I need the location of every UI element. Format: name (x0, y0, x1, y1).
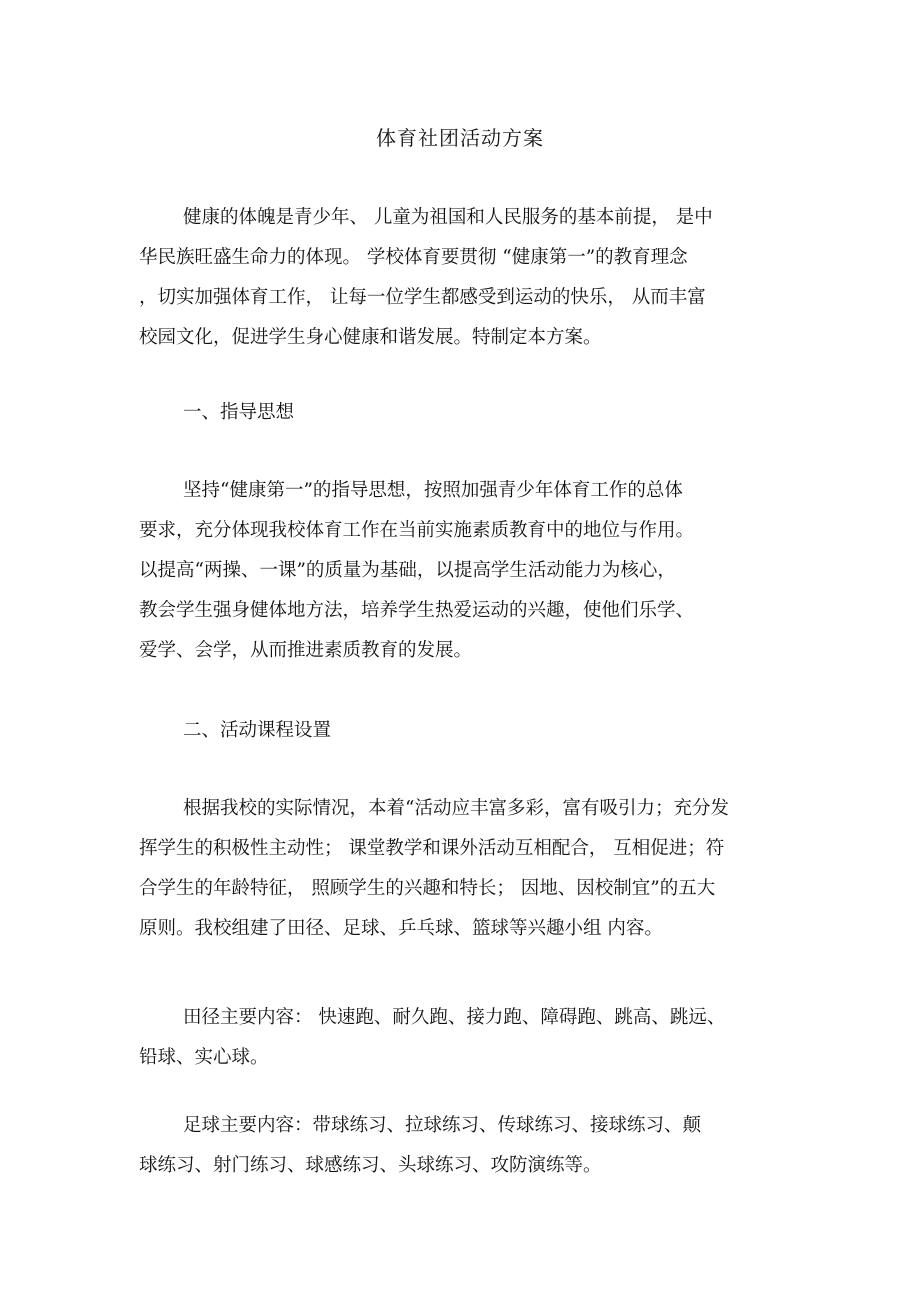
paragraph-line: 原则。我校组建了田径、足球、乒乓球、篮球等兴趣小组 内容。 (139, 918, 663, 939)
paragraph-line: 根据我校的实际情况，本着“活动应丰富多彩，富有吸引力；充分发 (183, 798, 729, 819)
paragraph-line: 教会学生强身健体地方法，培养学生热爱运动的兴趣，使他们乐学、 (139, 600, 695, 621)
intro-paragraph (139, 198, 789, 358)
section-heading-course-setup: 二、活动课程设置 (183, 720, 332, 741)
paragraph-line: 要求，充分体现我校体育工作在当前实施素质教育中的地位与作用。 (139, 520, 695, 541)
guiding-ideology-paragraph (139, 471, 789, 671)
document-title: 体育社团活动方案 (376, 126, 544, 150)
paragraph-line: 足球主要内容：带球练习、拉球练习、传球练习、接球练习、颠 (183, 1115, 702, 1136)
paragraph-line: 球练习、射门练习、球感练习、头球练习、攻防演练等。 (139, 1155, 602, 1176)
paragraph-line: 挥学生的积极性主动性； 课堂教学和课外活动互相配合， 互相促进；符 (139, 838, 725, 859)
track-content-paragraph (139, 998, 789, 1078)
paragraph-line: 合学生的年龄特征， 照顾学生的兴趣和特长； 因地、因校制宜”的五大 (139, 878, 716, 899)
paragraph-line: 爱学、会学，从而推进素质教育的发展。 (139, 640, 473, 661)
course-setup-paragraph (139, 789, 789, 949)
section-heading-guiding-ideology: 一、指导思想 (183, 402, 295, 423)
paragraph-line: ，切实加强体育工作， 让每一位学生都感受到运动的快乐， 从而丰富 (139, 287, 706, 308)
paragraph-line: 健康的体魄是青少年、 儿童为祖国和人民服务的基本前提， 是中 (183, 207, 713, 228)
paragraph-line: 校园文化，促进学生身心健康和谐发展。特制定本方案。 (139, 327, 602, 348)
paragraph-line: 铅球、实心球。 (139, 1047, 269, 1068)
paragraph-line: 田径主要内容： 快速跑、耐久跑、接力跑、障碍跑、跳高、跳远、 (183, 1007, 726, 1028)
paragraph-line: 以提高“两操、一课”的质量为基础，以提高学生活动能力为核心， (139, 560, 676, 581)
paragraph-line: 坚持“健康第一”的指导思想，按照加强青少年体育工作的总体 (183, 480, 683, 501)
paragraph-line: 华民族旺盛生命力的体现。 学校体育要贯彻 “健康第一”的教育理念 (139, 247, 688, 268)
football-content-paragraph (139, 1106, 789, 1186)
